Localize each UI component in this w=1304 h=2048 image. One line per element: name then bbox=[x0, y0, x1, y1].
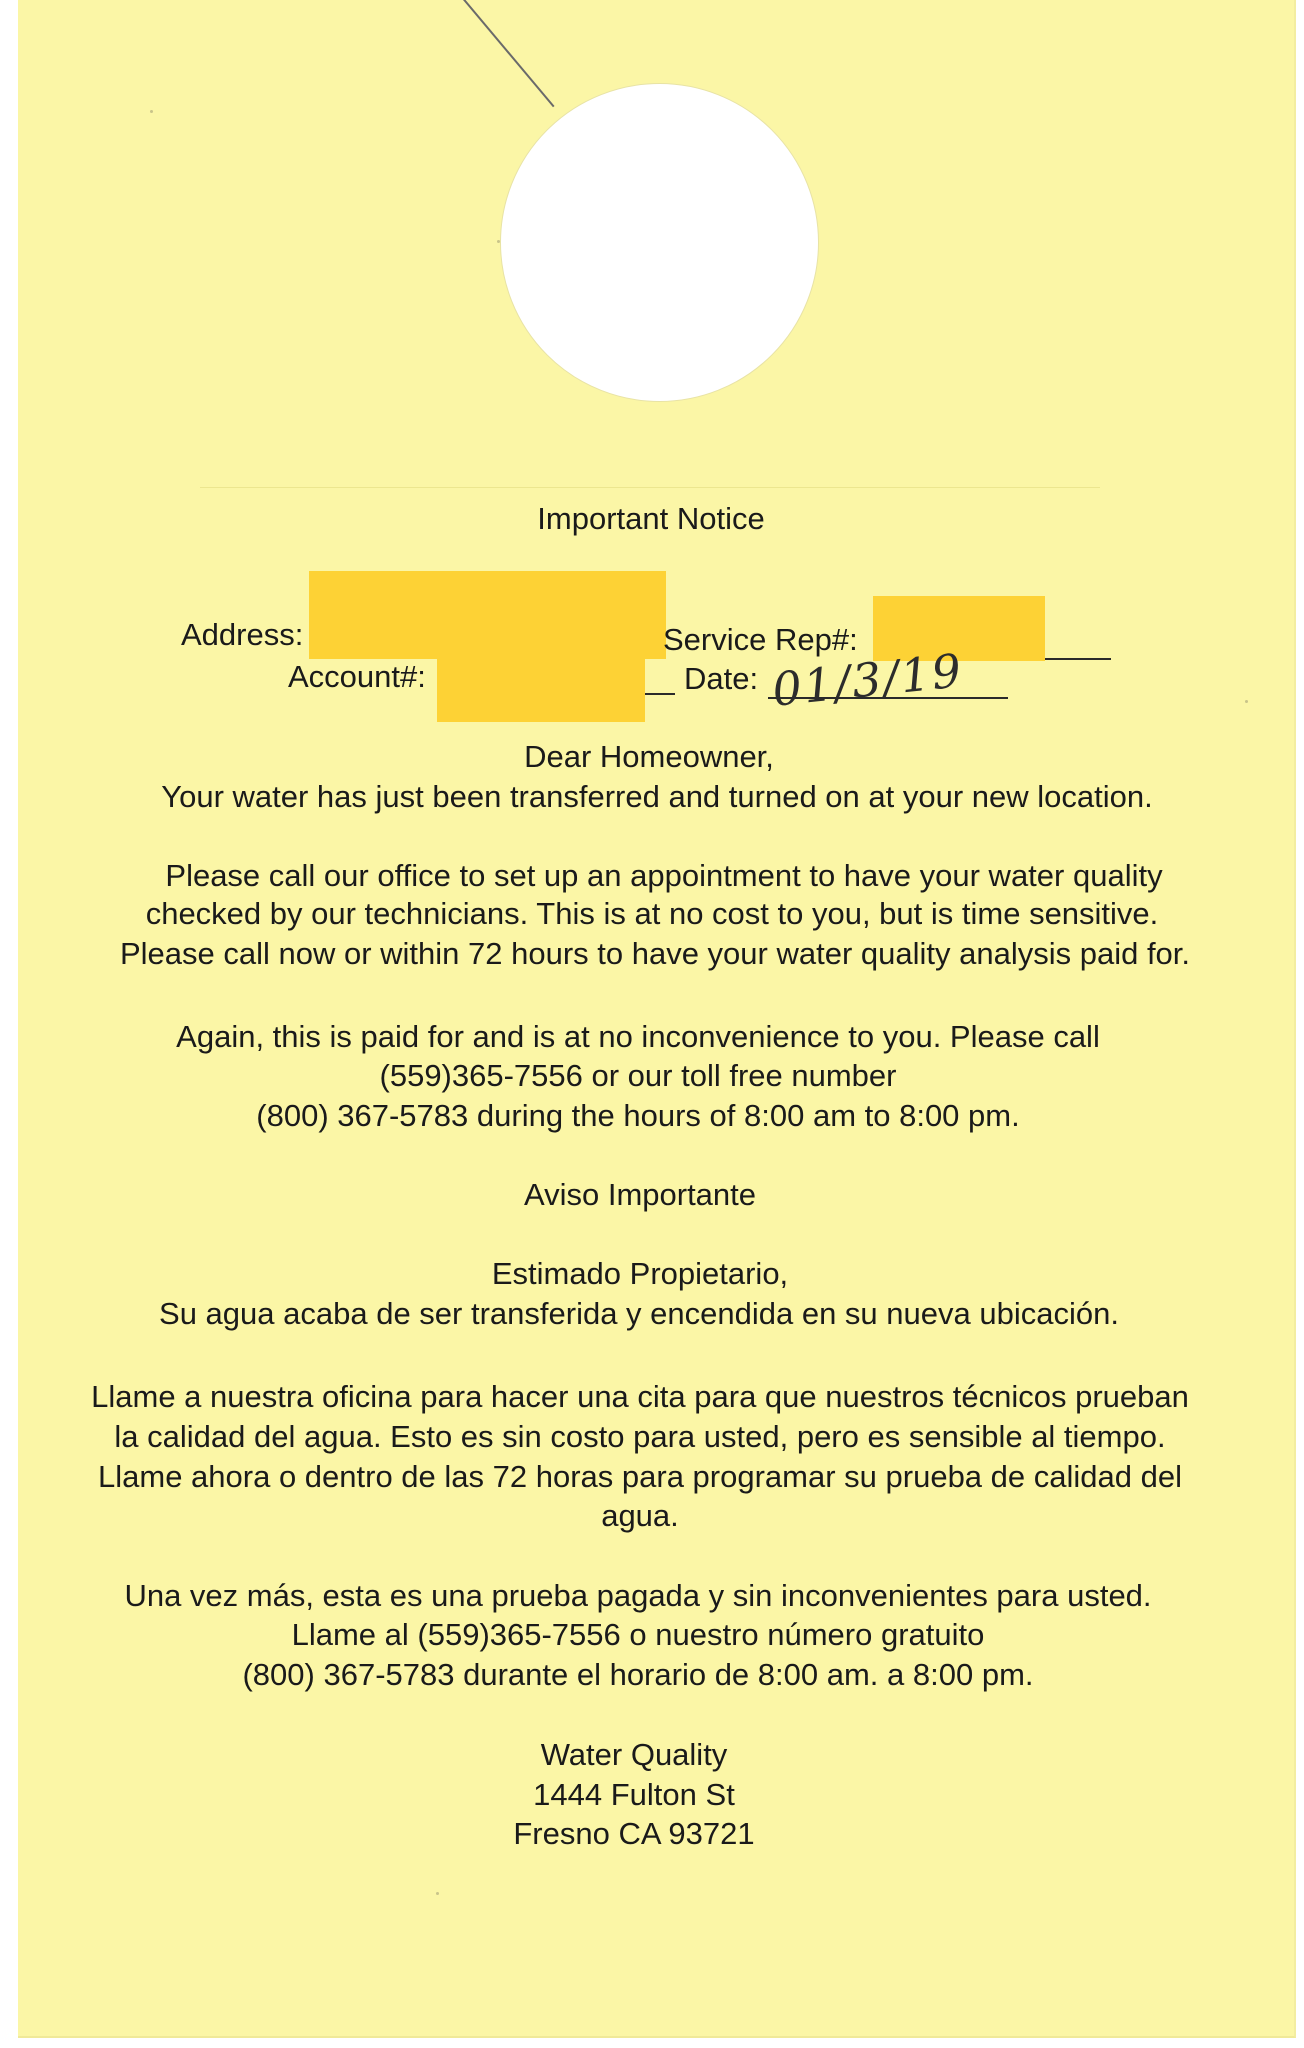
spanish-line1: Su agua acaba de ser transferida y encendida en su nueva ubicación. bbox=[159, 1296, 1119, 1331]
redacted-address bbox=[309, 571, 666, 659]
english-para2-line2: checked by our technicians. This is at no cost to you, but is time sensitive. bbox=[145, 896, 1159, 931]
paper-speck bbox=[150, 110, 153, 113]
spanish-para2-line4: agua. bbox=[601, 1498, 679, 1533]
spanish-para3-line3: (800) 367-5783 durante el horario de 8:00 am. a 8:00 pm. bbox=[242, 1657, 1034, 1692]
english-para2-line1: Please call our office to set up an appointment to have your water quality bbox=[165, 858, 1163, 893]
spanish-greeting: Estimado Propietario, bbox=[491, 1256, 789, 1291]
notice-title: Important Notice bbox=[537, 501, 765, 536]
spanish-para2-line1: Llame a nuestra oficina para hacer una cita para que nuestros técnicos prueban bbox=[91, 1379, 1189, 1414]
english-greeting: Dear Homeowner, bbox=[524, 739, 774, 774]
spanish-title: Aviso Importante bbox=[523, 1177, 757, 1212]
account-label: Account#: bbox=[288, 659, 426, 694]
english-line1: Your water has just been transferred and turned on at your new location. bbox=[161, 779, 1153, 814]
spanish-para3-line1: Una vez más, esta es una prueba pagada y sin inconvenientes para usted. bbox=[124, 1578, 1152, 1613]
service-rep-underline bbox=[1045, 658, 1111, 660]
redacted-account bbox=[437, 658, 645, 722]
english-para3-line3: (800) 367-5783 during the hours of 8:00 am to 8:00 pm. bbox=[256, 1098, 1020, 1133]
hanger-hole bbox=[500, 83, 819, 402]
english-para3-line2: (559)365-7556 or our toll free number bbox=[379, 1058, 897, 1093]
paper-speck bbox=[436, 1892, 439, 1895]
spanish-para3-line2: Llame al (559)365-7556 o nuestro número gratuito bbox=[291, 1617, 985, 1652]
address-label: Address: bbox=[181, 617, 304, 652]
service-rep-label: Service Rep#: bbox=[663, 622, 858, 657]
spanish-para2-line2: la calidad del agua. Esto es sin costo para usted, pero es sensible al tiempo. bbox=[114, 1419, 1166, 1454]
signature-line3: Fresno CA 93721 bbox=[513, 1816, 755, 1851]
paper-speck bbox=[497, 240, 500, 243]
signature-line1: Water Quality bbox=[540, 1737, 728, 1772]
signature-line2: 1444 Fulton St bbox=[533, 1777, 735, 1812]
english-para2-line3: Please call now or within 72 hours to have your water quality analysis paid for. bbox=[119, 936, 1191, 971]
spanish-para2-line3: Llame ahora o dentro de las 72 horas para programar su prueba de calidad del bbox=[98, 1459, 1182, 1494]
date-label: Date: bbox=[684, 661, 759, 696]
account-underline bbox=[645, 693, 675, 695]
paper-speck bbox=[1245, 700, 1248, 703]
english-para3-line1: Again, this is paid for and is at no inconvenience to you. Please call bbox=[176, 1019, 1100, 1054]
handwritten-date: 01/3/19 bbox=[769, 643, 966, 717]
fold-line bbox=[200, 487, 1100, 488]
